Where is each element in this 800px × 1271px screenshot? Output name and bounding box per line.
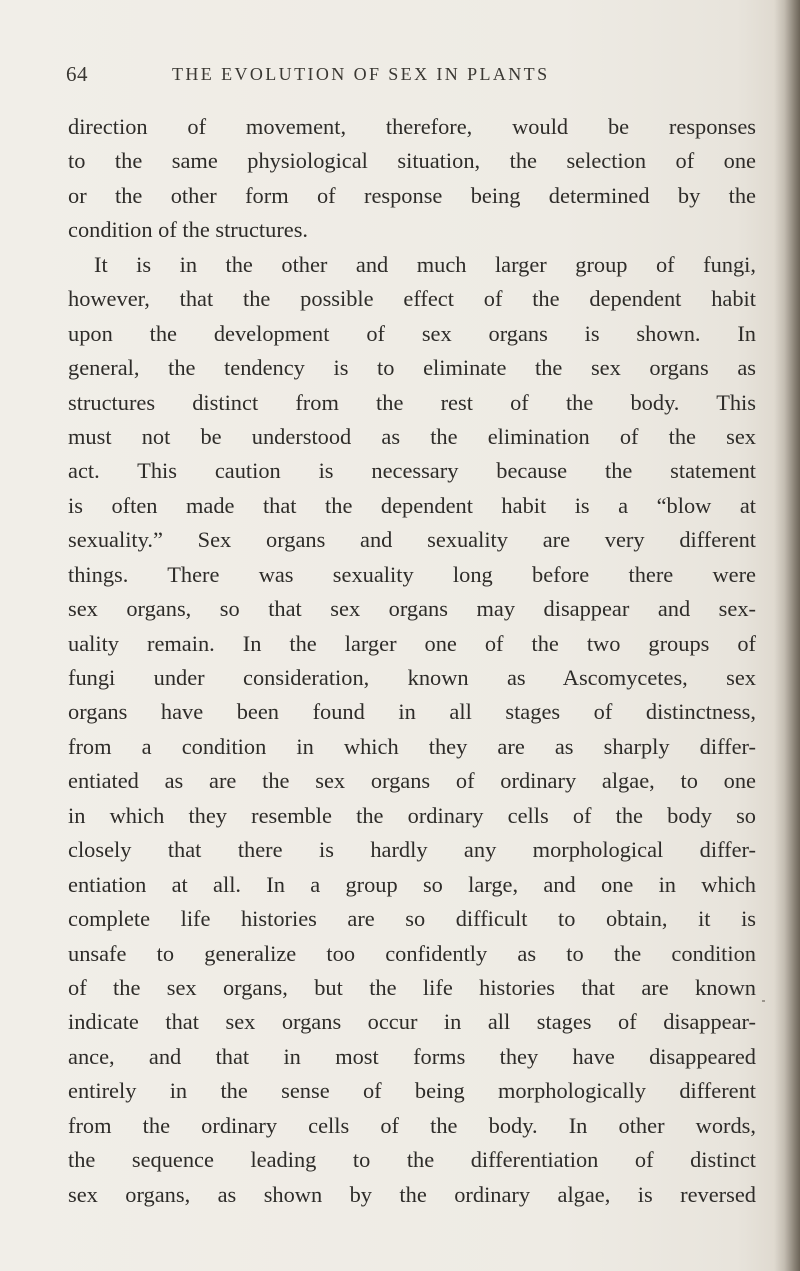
text-line: condition of the structures.: [68, 217, 309, 243]
text-line: general, the tendency is to eliminate the sex organs as: [68, 355, 756, 381]
binding-shadow: [774, 0, 800, 1271]
text-line: ance, and that in most forms they have disappeared: [68, 1043, 756, 1069]
text-line: entiation at all. In a group so large, and one in which: [68, 871, 756, 897]
text-line: sex organs, as shown by the ordinary algae, is reversed: [68, 1181, 756, 1207]
text-line: sexuality.” Sex organs and sexuality are very different: [68, 527, 756, 553]
text-line: unsafe to generalize too confidently as to the condition: [68, 940, 756, 966]
text-line: upon the development of sex organs is shown. In: [68, 320, 756, 346]
text-line: structures distinct from the rest of the body. This: [68, 389, 756, 415]
text-line: complete life histories are so difficult to obtain, it is: [68, 906, 756, 932]
text-line: in which they resemble the ordinary cells of the body so: [68, 802, 756, 828]
text-line: organs have been found in all stages of distinctness,: [68, 699, 756, 725]
text-line: direction of movement, therefore, would be responses: [68, 114, 756, 139]
text-line: It is in the other and much larger group of fungi,: [94, 251, 756, 277]
text-line: from the ordinary cells of the body. In other words,: [68, 1112, 756, 1138]
text-line: uality remain. In the larger one of the two groups of: [68, 630, 756, 656]
running-head: [66, 62, 756, 92]
text-line: entirely in the sense of being morphologically different: [68, 1078, 756, 1104]
body-text: [68, 110, 756, 1212]
text-line: to the same physiological situation, the selection of one: [68, 148, 756, 174]
text-line: closely that there is hardly any morphological differ-: [68, 837, 756, 863]
text-line: indicate that sex organs occur in all stages of disappear-: [68, 1009, 756, 1035]
text-line: from a condition in which they are as sharply differ-: [68, 733, 756, 759]
running-title: THE EVOLUTION OF SEX IN PLANTS: [172, 64, 550, 84]
paper-speck: [762, 1000, 765, 1002]
page-number: 64: [66, 62, 88, 86]
text-line: things. There was sexuality long before there were: [68, 561, 756, 587]
text-line: however, that the possible effect of the dependent habit: [68, 286, 756, 312]
text-line: the sequence leading to the differentiation of distinct: [68, 1147, 756, 1173]
text-line: of the sex organs, but the life histories that are known: [68, 974, 756, 1000]
text-line: or the other form of response being determined by the: [68, 182, 756, 208]
text-line: fungi under consideration, known as Ascomycetes, sex: [68, 665, 756, 690]
text-line: is often made that the dependent habit is a “blow at: [68, 492, 756, 518]
text-line: entiated as are the sex organs of ordinary algae, to one: [68, 768, 756, 794]
text-line: must not be understood as the elimination of the sex: [68, 423, 756, 449]
text-line: act. This caution is necessary because the statement: [68, 458, 756, 484]
text-line: sex organs, so that sex organs may disappear and sex-: [68, 596, 756, 622]
